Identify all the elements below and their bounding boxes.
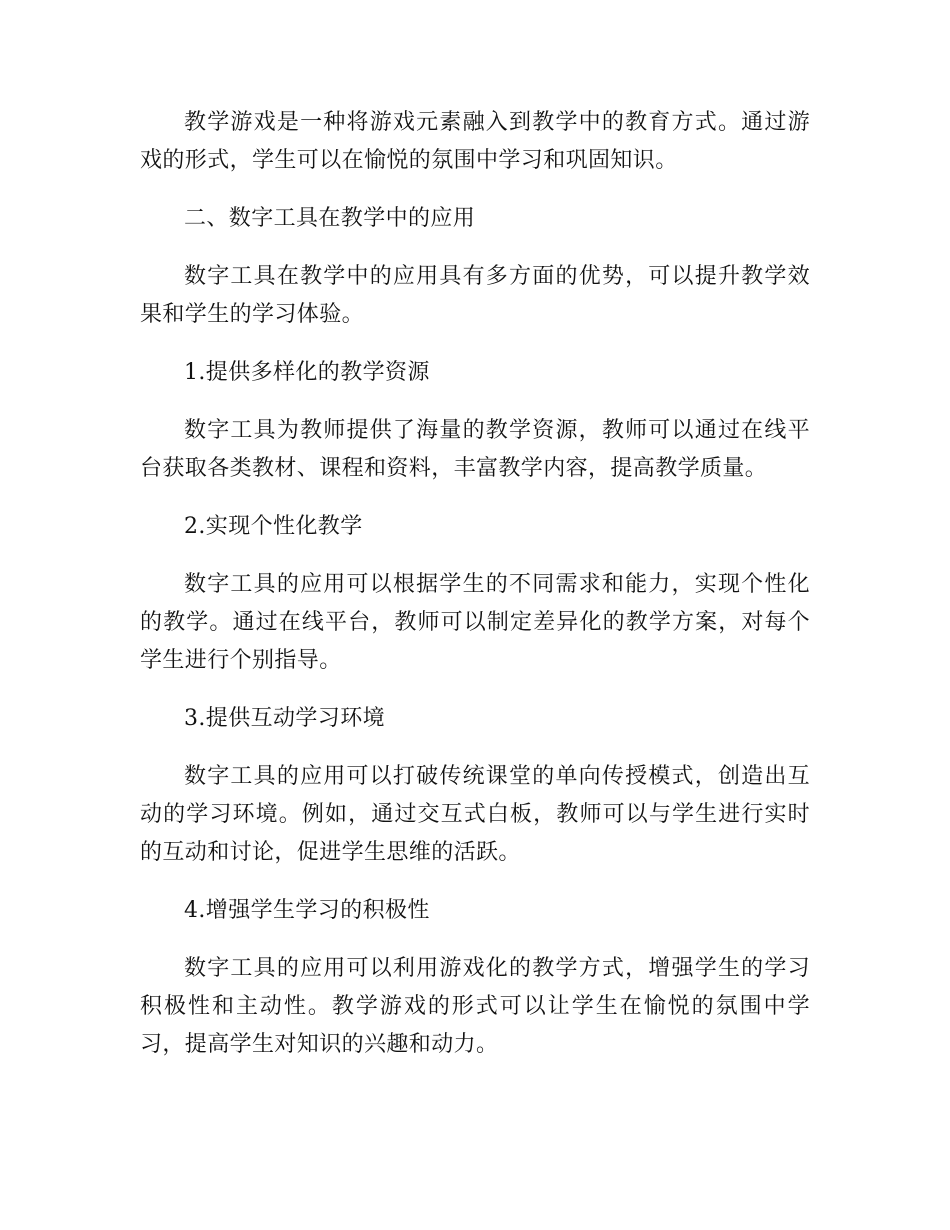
- paragraph-subheading-4: 数字工具的应用可以利用游戏化的教学方式，增强学生的学习积极性和主动性。教学游戏的形式可以让学生在愉悦的氛围中学习，提高学生对知识的兴趣和动力。: [140, 956, 810, 1057]
- paragraph-section-2-intro: 数字工具在教学中的应用具有多方面的优势，可以提升教学效果和学生的学习体验。: [140, 264, 810, 327]
- paragraph-intro: 教学游戏是一种将游戏元素融入到教学中的教育方式。通过游戏的形式，学生可以在愉悦的氛围中学习和巩固知识。: [140, 110, 810, 173]
- paragraph-subheading-3: 数字工具的应用可以打破传统课堂的单向传授模式，创造出互动的学习环境。例如，通过交互式白板，教师可以与学生进行实时的互动和讨论，促进学生思维的活跃。: [140, 764, 810, 865]
- subheading-1: 1.提供多样化的教学资源: [184, 360, 430, 385]
- document-body: [140, 104, 810, 1084]
- section-heading-2: 二、数字工具在教学中的应用: [184, 206, 476, 231]
- paragraph-subheading-1: 数字工具为教师提供了海量的教学资源，教师可以通过在线平台获取各类教材、课程和资料，丰富教学内容，提高教学质量。: [140, 418, 810, 481]
- paragraph-subheading-2: 数字工具的应用可以根据学生的不同需求和能力，实现个性化的教学。通过在线平台，教师可以制定差异化的教学方案，对每个学生进行个别指导。: [140, 572, 810, 673]
- subheading-3: 3.提供互动学习环境: [184, 706, 385, 731]
- subheading-4: 4.增强学生学习的积极性: [184, 898, 430, 923]
- subheading-2: 2.实现个性化教学: [184, 514, 363, 539]
